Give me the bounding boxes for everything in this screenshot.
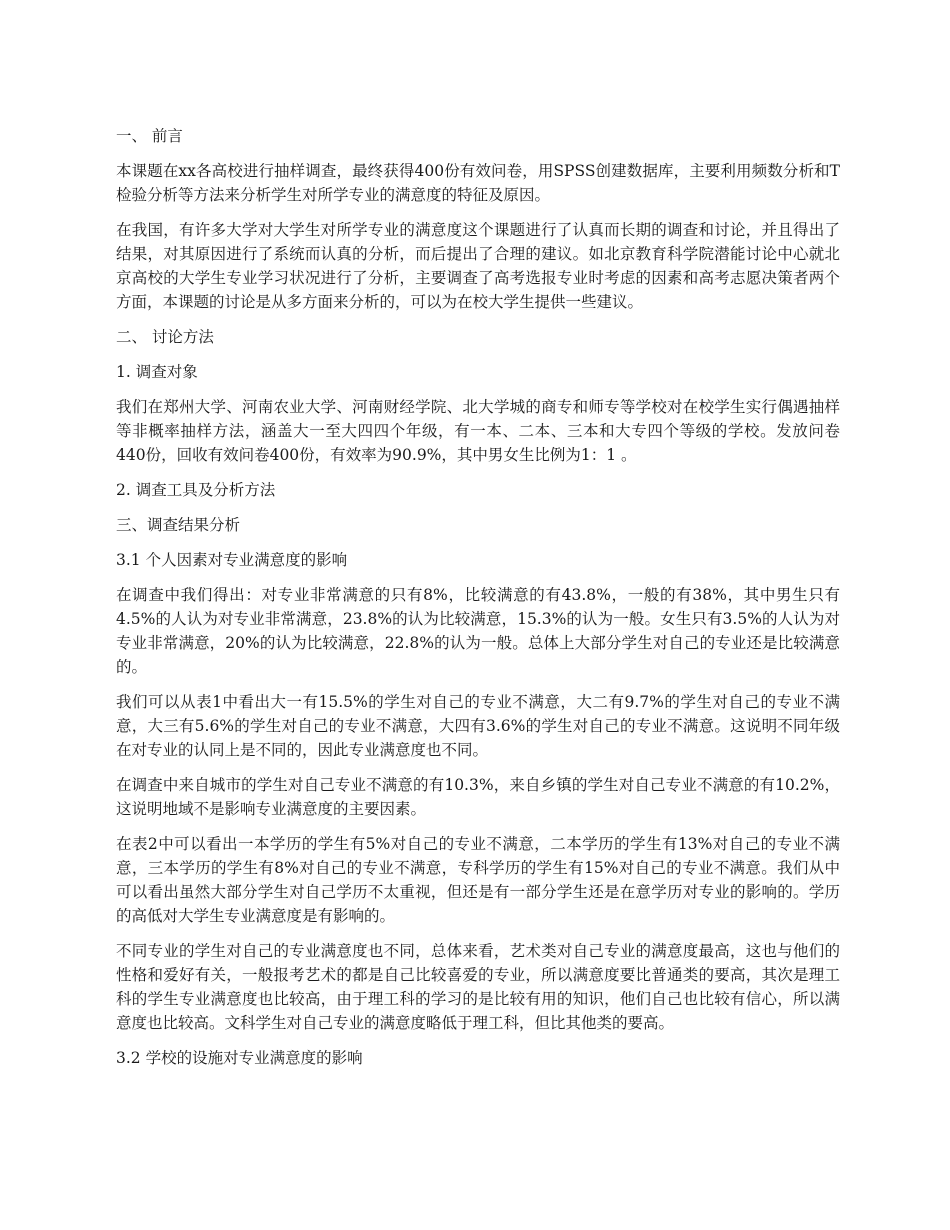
subheading-tools: 2. 调查工具及分析方法 — [116, 481, 276, 499]
paragraph-subjects: 我们在郑州大学、河南农业大学、河南财经学院、北大学城的商专和师专等学校对在校学生实行偶遇抽样等非概率抽样方法，涵盖大一至大四四个年级，有一本、二本、三本和大专四个等级的学校。发放问卷440份，回收有效问卷400份，有效率为90.9%，其中男女生比例为1：1 。 — [116, 398, 840, 464]
paragraph-intro: 本课题在xx各高校进行抽样调查，最终获得400份有效问卷，用SPSS创建数据库，主要利用频数分析和T检验分析等方法来分析学生对所学专业的满意度的特征及原因。 — [116, 162, 840, 204]
paragraph-grade-differences: 我们可以从表1中看出大一有15.5%的学生对自己的专业不满意，大二有9.7%的学生对自己的专业不满意，大三有5.6%的学生对自己的专业不满意，大四有3.6%的学生对自己的专业不满意。这说明不同年级在对专业的认同上是不同的，因此专业满意度也不同。 — [116, 693, 840, 759]
paragraph-region: 在调查中来自城市的学生对自己专业不满意的有10.3%，来自乡镇的学生对自己专业不满意的有10.2%，这说明地域不是影响专业满意度的主要因素。 — [116, 776, 840, 818]
section-heading-results: 三、调查结果分析 — [116, 516, 241, 534]
subheading-school-facilities: 3.2 学校的设施对专业满意度的影响 — [116, 1049, 363, 1067]
section-heading-method: 二、 讨论方法 — [116, 328, 214, 346]
paragraph-satisfaction-rates: 在调查中我们得出：对专业非常满意的只有8%，比较满意的有43.8%，一般的有38%，其中男生只有4.5%的人认为对专业非常满意，23.8%的认为比较满意，15.3%的认为一般。女生只有3.5%的人认为对专业非常满意，20%的认为比较满意，22.8%的认为一般。总体上大部分学生对自己的专业还是比较满意的。 — [116, 586, 840, 676]
section-heading-preface: 一、 前言 — [116, 127, 183, 145]
subheading-personal-factors: 3.1 个人因素对专业满意度的影响 — [116, 551, 348, 569]
paragraph-background: 在我国，有许多大学对大学生对所学专业的满意度这个课题进行了认真而长期的调查和讨论，并且得出了结果，对其原因进行了系统而认真的分析，而后提出了合理的建议。如北京教育科学院潜能讨论中心就北京高校的大学生专业学习状况进行了分析，主要调查了高考选报专业时考虑的因素和高考志愿决策者两个方面，本课题的讨论是从多方面来分析的，可以为在校大学生提供一些建议。 — [116, 221, 840, 311]
paragraph-education-level: 在表2中可以看出一本学历的学生有5%对自己的专业不满意，二本学历的学生有13%对自己的专业不满意，三本学历的学生有8%对自己的专业不满意，专科学历的学生有15%对自己的专业不满意。我们从中可以看出虽然大部分学生对自己学历不太重视，但还是有一部分学生还是在意学历对专业的影响的。学历的高低对大学生专业满意度是有影响的。 — [116, 835, 840, 925]
document-body — [116, 124, 840, 1081]
subheading-survey-subjects: 1. 调查对象 — [116, 363, 198, 381]
paragraph-major-types: 不同专业的学生对自己的专业满意度也不同，总体来看，艺术类对自己专业的满意度最高，这也与他们的性格和爱好有关，一般报考艺术的都是自己比较喜爱的专业，所以满意度要比普通类的要高，其次是理工科的学生专业满意度也比较高，由于理工科的学习的是比较有用的知识，他们自己也比较有信心，所以满意度也比较高。文科学生对自己专业的满意度略低于理工科，但比其他类的要高。 — [116, 942, 840, 1032]
